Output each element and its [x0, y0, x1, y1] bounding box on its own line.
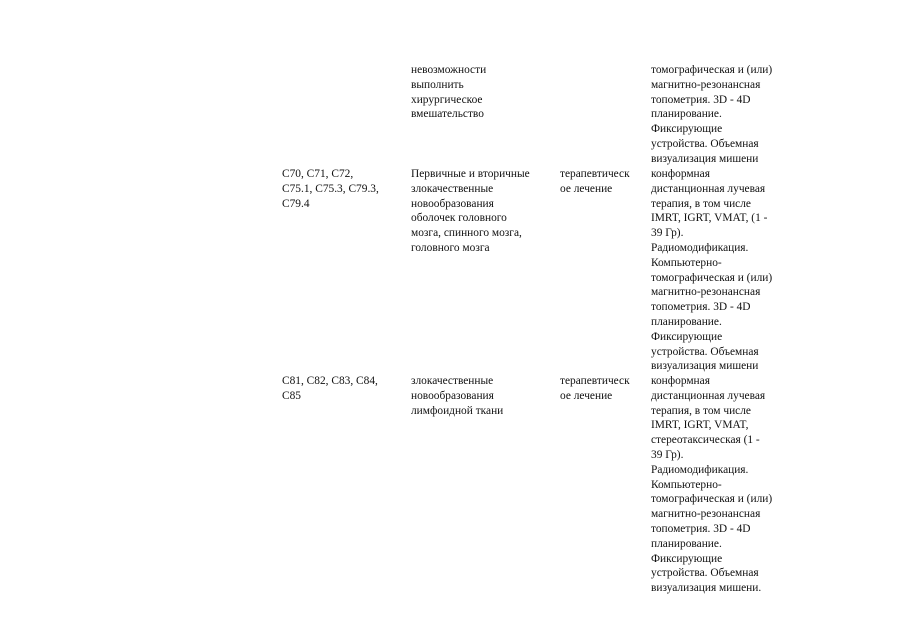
row-1-treatment-type: терапевтическ ое лечение — [560, 168, 630, 195]
row-2-code: C81, C82, C83, C84, C85 — [282, 375, 378, 402]
row-2-method: конформная дистанционная лучевая терапия, в том числе IMRT, IGRT, VMAT, стереотаксическая (1 - 39 Гр). Радиомодификация. Компьютерно- томографическая и (или) магнитно-резонансная топометрия. 3D - 4D планирование. Фиксирующие устройства. Объемная визуализация мишени. — [651, 375, 773, 595]
row-1-code: C70, C71, C72, C75.1, C75.3, C79.3, C79.4 — [282, 168, 379, 210]
row-1-method: конформная дистанционная лучевая терапия, в том числе IMRT, IGRT, VMAT, (1 - 39 Гр). Радиомодификация. Компьютерно- томографическая и (или) магнитно-резонансная топометрия. 3D - 4D планирование. Фиксирующие устройства. Объемная визуализация мишени — [651, 168, 773, 373]
row-0-method: томографическая и (или) магнитно-резонансная топометрия. 3D - 4D планирование. Фиксирующие устройства. Объемная визуализация мишени — [651, 64, 773, 165]
row-2-treatment-type: терапевтическ ое лечение — [560, 375, 630, 402]
row-1-diagnosis: Первичные и вторичные злокачественные новообразования оболочек головного мозга, спинного мозга, головного мозга — [411, 168, 530, 254]
row-2-diagnosis: злокачественные новообразования лимфоидной ткани — [411, 375, 504, 417]
row-0-diagnosis: невозможности выполнить хирургическое вмешательство — [411, 64, 487, 121]
